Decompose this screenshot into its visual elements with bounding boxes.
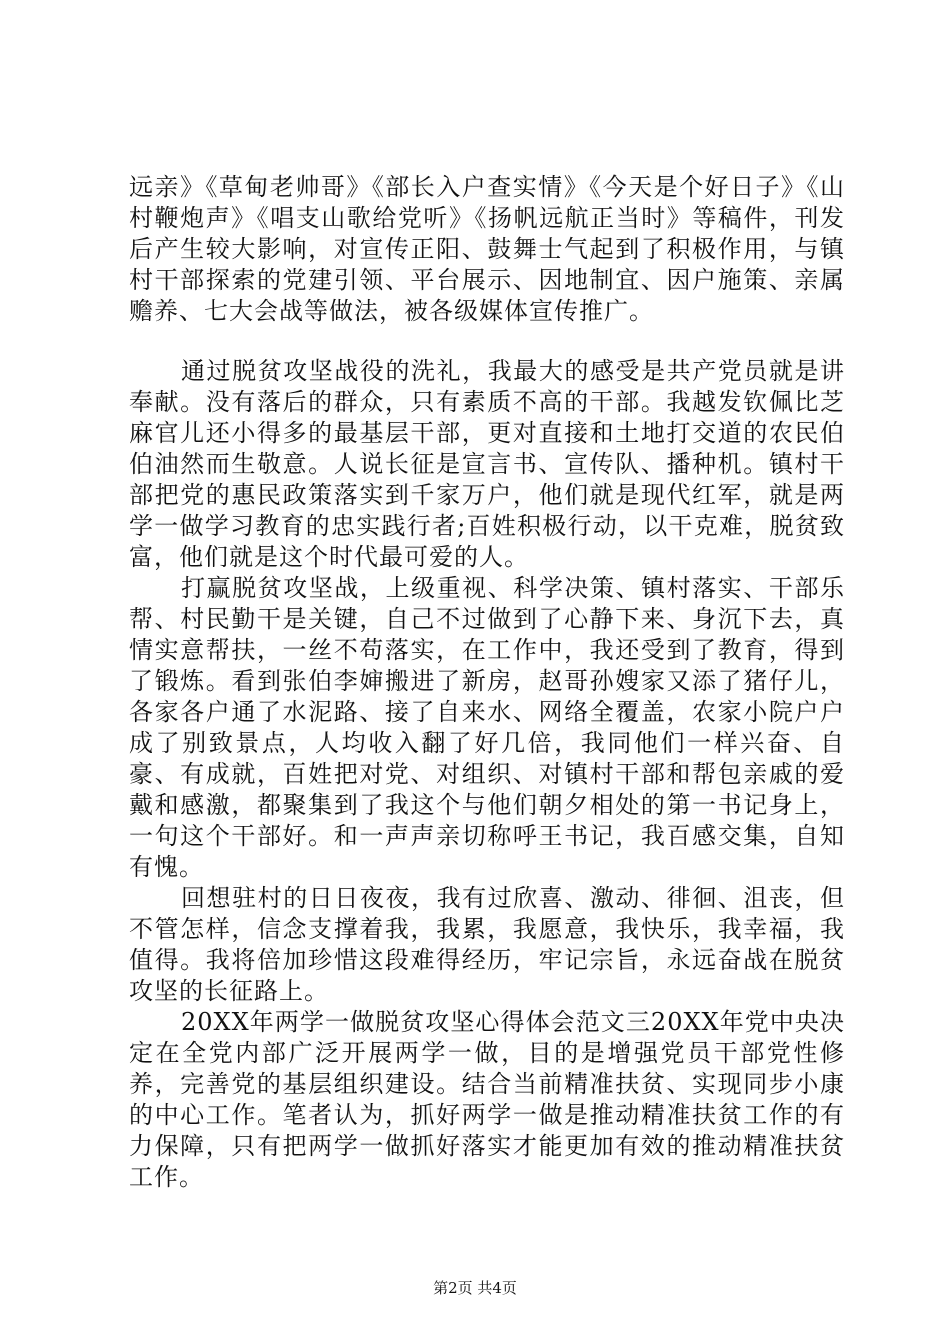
document-body — [129, 172, 845, 1193]
paragraph-reflection: 回想驻村的日日夜夜，我有过欣喜、激动、徘徊、沮丧，但不管怎样，信念支撑着我，我累，我愿意，我快乐，我幸福，我值得。我将倍加珍惜这段难得经历，牢记宗旨，永远奋战在脱贫攻坚的长征路上。 — [129, 884, 845, 1005]
paragraph-sample-three: 20XX年两学一做脱贫攻坚心得体会范文三20XX年党中央决定在全党内部广泛开展两学一做，目的是增强党员干部党性修养，完善党的基层组织建设。结合当前精准扶贫、实现同步小康的中心工作。笔者认为，抓好两学一做是推动精准扶贫工作的有力保障，只有把两学一做抓好落实才能更加有效的推动精准扶贫工作。 — [129, 1008, 845, 1191]
paragraph-experience: 通过脱贫攻坚战役的洗礼，我最大的感受是共产党员就是讲奉献。没有落后的群众，只有素质不高的干部。我越发钦佩比芝麻官儿还小得多的最基层干部，更对直接和土地打交道的农民伯伯油然而生敬意。人说长征是宣言书、宣传队、播种机。镇村干部把党的惠民政策落实到千家万户，他们就是现代红军，就是两学一做学习教育的忠实践行者;百姓积极行动，以干克难，脱贫致富，他们就是这个时代最可爱的人。 — [129, 357, 845, 571]
page-number-footer: 第2页 共4页 — [433, 1279, 517, 1297]
paragraph-poverty-battle: 打赢脱贫攻坚战，上级重视、科学决策、镇村落实、干部乐帮、村民勤干是关键，自己不过做到了心静下来、身沉下去，真情实意帮扶，一丝不苟落实，在工作中，我还受到了教育，得到了锻炼。看到张伯李婶搬进了新房，赵哥孙嫂家又添了猪仔儿，各家各户通了水泥路、接了自来水、网络全覆盖，农家小院户户成了别致景点，人均收入翻了好几倍，我同他们一样兴奋、自豪、有成就，百姓把对党、对组织、对镇村干部和帮包亲戚的爱戴和感激，都聚集到了我这个与他们朝夕相处的第一书记身上，一句这个干部好。和一声声亲切称呼王书记，我百感交集，自知有愧。 — [129, 574, 845, 881]
paragraph-continuation: 远亲》《草甸老帅哥》《部长入户查实情》《今天是个好日子》《山村鞭炮声》《唱支山歌给党听》《扬帆远航正当时》等稿件，刊发后产生较大影响，对宣传正阳、鼓舞士气起到了积极作用，与镇村干部探索的党建引领、平台展示、因地制宜、因户施策、亲属赡养、七大会战等做法，被各级媒体宣传推广。 — [129, 173, 845, 325]
